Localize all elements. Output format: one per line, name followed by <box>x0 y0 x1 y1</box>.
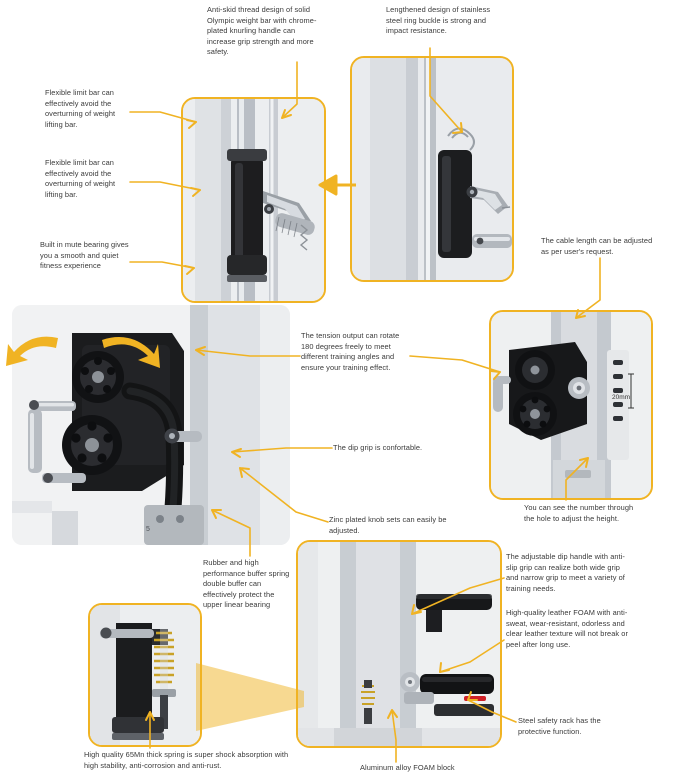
note-zinc-knob: Zinc plated knob sets can easily be adjusted. <box>329 515 447 535</box>
note-leather-foam: High-quality leather FOAM with anti-sweat, wear-resistant, odorless and clear leather texture will not break or peel after long use. <box>506 608 629 649</box>
note-number-hole: You can see the number through the hole to adjust the height. <box>524 503 634 523</box>
note-lengthened-buckle: Lengthened design of stainless steel ring buckle is strong and impact resistance. <box>386 5 491 36</box>
svg-text:5: 5 <box>146 526 150 533</box>
note-tension-output: The tension output can rotate 180 degrees freely to meet different training angles and ensure your training effect. <box>301 331 400 372</box>
dimension-20mm: 20mm <box>612 394 631 401</box>
note-foam-block: Aluminum alloy FOAM block <box>360 763 455 772</box>
note-dip-grip: The dip grip is confortable. <box>333 443 423 452</box>
note-adjustable-dip-handle: The adjustable dip handle with anti-slip grip can realize both wide grip and narrow grip to meet a variety of training needs. <box>506 552 625 593</box>
note-flexible-limit-bar-2: Flexible limit bar can effectively avoid the overturning of weight lifting bar. <box>45 158 116 199</box>
note-flexible-limit-bar-1: Flexible limit bar can effectively avoid the overturning of weight lifting bar. <box>45 88 116 129</box>
note-mute-bearing: Built in mute bearing gives you a smooth and quiet fitness experience <box>40 240 129 271</box>
note-buffer-spring: Rubber and high performance buffer spring double buffer can effectively protect the upper linear bearing <box>203 558 290 610</box>
note-anti-skid-thread: Anti-skid thread design of solid Olympic weight bar with chrome-plated knurling handle can increase grip strength and more safety. <box>207 5 317 57</box>
note-safety-rack: Steel safety rack has the protective function. <box>518 716 601 736</box>
note-spring-65mn: High quality 65Mn thick spring is super shock absorption with high stability, anti-corrosion and anti-rust. <box>84 750 289 770</box>
note-cable-length: The cable length can be adjusted as per user's request. <box>541 236 653 256</box>
